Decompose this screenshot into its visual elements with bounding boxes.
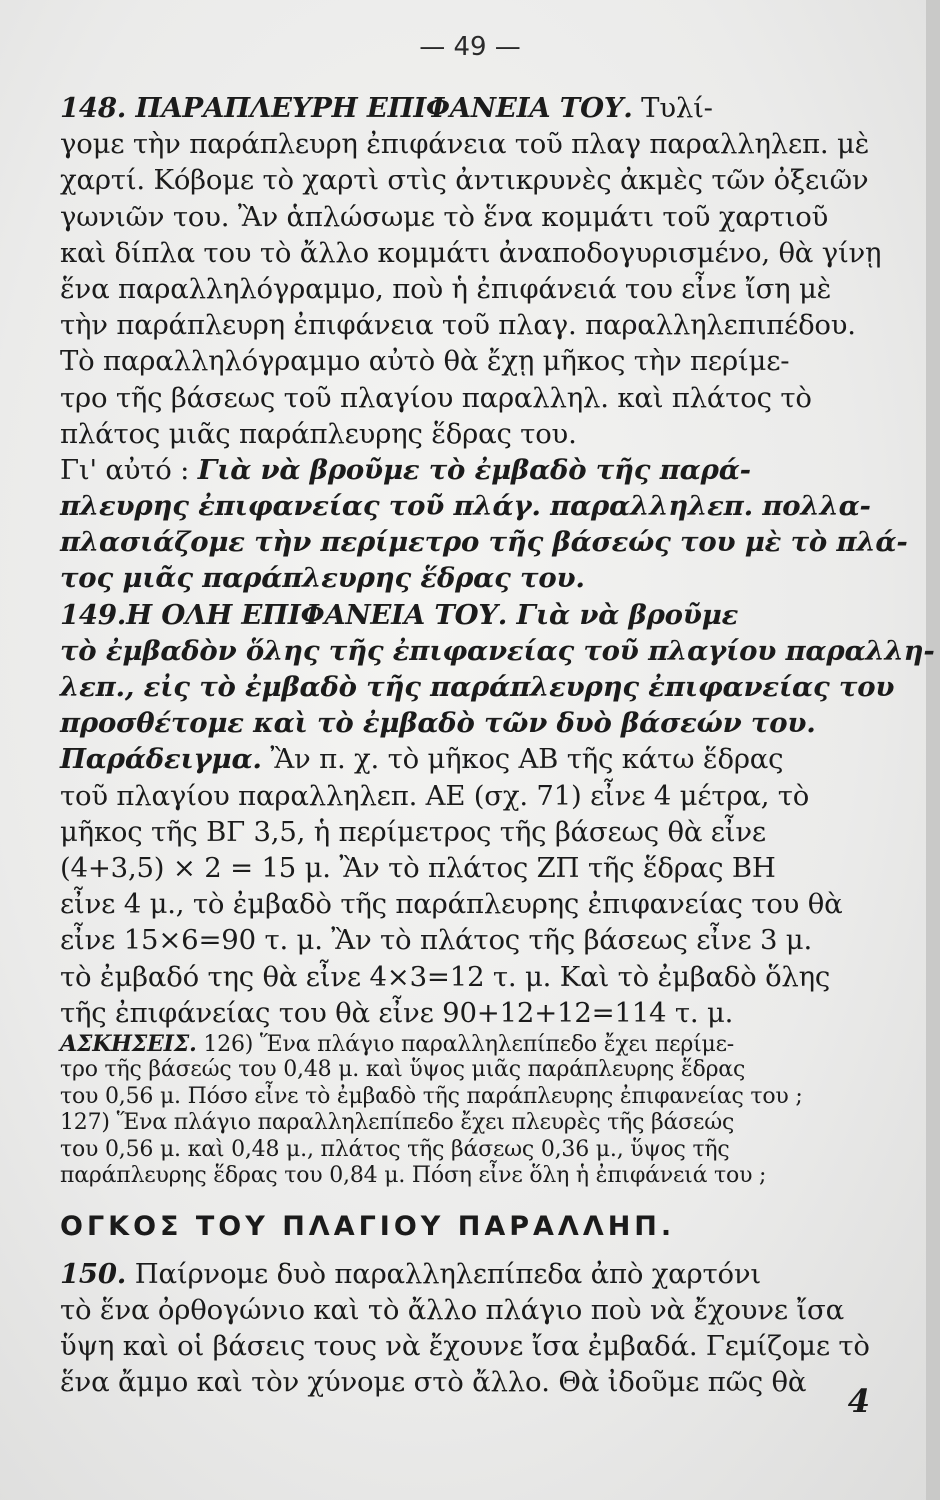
- text-run: λεπ., εἰς τὸ ἐμβαδὸ τῆς παράπλευρης ἐπιφανείας του: [60, 671, 895, 703]
- text-run: 148. ΠΑΡΑΠΛΕΥΡΗ ΕΠΙΦΑΝΕΙΑ ΤΟΥ.: [60, 92, 633, 124]
- exercises-line: [60, 1163, 830, 1190]
- text-run: χαρτί. Κόβομε τὸ χαρτὶ στὶς ἀντικρυνὲς ἀκμὲς τῶν ὀξειῶν: [60, 164, 869, 197]
- lines-line: [60, 560, 830, 596]
- lines-line: [60, 488, 871, 524]
- text-run: μῆκος τῆς ΒΓ 3,5, ἡ περίμετρος τῆς βάσεως θὰ εἶνε: [60, 815, 766, 848]
- text-run: 127) Ἕνα πλάγιο παραλληλεπίπεδο ἔχει πλευρὲς τῆς βάσεώς: [60, 1110, 735, 1136]
- lines-line: [60, 524, 908, 560]
- lines-line: [60, 307, 856, 343]
- main-paragraphs: [60, 90, 935, 1031]
- body-text: [60, 90, 935, 1401]
- lines-line: [60, 126, 870, 162]
- text-run: πλασιάζομε τὴν περίμετρο τῆς βάσεώς του μὲ τὸ πλά-: [60, 526, 908, 559]
- text-run: 149.Η ΟΛΗ ΕΠΙΦΑΝΕΙΑ ΤΟΥ. Γιὰ νὰ βροῦμε: [60, 598, 739, 631]
- text-run: εἶνε 15×6=90 τ. μ. Ἂν τὸ πλάτος τῆς βάσεως εἶνε 3 μ.: [60, 924, 813, 957]
- exercises-line: [60, 1110, 830, 1137]
- text-run: γομε τὴν παράπλευρη ἐπιφάνεια τοῦ πλαγ παραλληλεπ. μὲ: [60, 128, 870, 161]
- text-run: Ἂν π. χ. τὸ μῆκος ΑΒ τῆς κάτω ἕδρας: [261, 743, 784, 776]
- lines-line: [60, 597, 830, 633]
- text-run: ἕνα ἄμμο καὶ τὸν χύνομε στὸ ἄλλο. Θὰ ἰδοῦμε πῶς θὰ: [60, 1366, 807, 1399]
- page-number: — 49 —: [419, 32, 521, 62]
- exercises-line: [60, 1057, 830, 1084]
- text-run: Τὸ παραλληλόγραμμο αὐτὸ θὰ ἔχῃ μῆκος τὴν περίμε-: [60, 345, 790, 378]
- text-run: προσθέτομε καὶ τὸ ἐμβαδὸ τῶν δυὸ βάσεών του.: [60, 707, 816, 740]
- lines-line: [60, 90, 830, 126]
- text-run: πλευρης ἐπιφανείας τοῦ πλάγ. παραλληλεπ. πολλα-: [60, 490, 871, 523]
- lines-line: [60, 741, 830, 777]
- text-run: τος μιᾶς παράπλευρης ἕδρας του.: [60, 562, 585, 595]
- text-run: Παράδειγμα.: [60, 743, 262, 776]
- lines-line: [60, 199, 830, 235]
- text-run: ἕνα παραλληλόγραμμο, ποὺ ἡ ἐπιφάνειά του εἶνε ἴση μὲ: [60, 272, 832, 305]
- text-run: Γιὰ νὰ βροῦμε τὸ ἐμβαδὸ τῆς παρά-: [197, 453, 751, 486]
- closing-line: [60, 1256, 830, 1292]
- lines-line: [60, 452, 830, 488]
- lines-line: [60, 235, 882, 271]
- text-run: τρο τῆς βάσεως τοῦ πλαγίου παραλληλ. καὶ πλάτος τὸ: [60, 381, 812, 414]
- closing-line: [60, 1364, 830, 1400]
- lines-line: [60, 705, 830, 741]
- text-run: του 0,56 μ. καὶ 0,48 μ., πλάτος τῆς βάσεως 0,36 μ., ὕψος τῆς: [60, 1136, 730, 1162]
- text-run: εἶνε 4 μ., τὸ ἐμβαδὸ τῆς παράπλευρης ἐπιφανείας του θὰ: [60, 888, 843, 921]
- exercises-line: [60, 1084, 830, 1111]
- lines-line: [60, 959, 830, 995]
- lines-line: [60, 922, 830, 958]
- lines-line: [60, 416, 830, 452]
- lines-line: [60, 380, 830, 416]
- text-run: (4+3,5) × 2 = 15 μ. Ἂν τὸ πλάτος ΖΠ τῆς ἕδρας ΒΗ: [60, 851, 776, 884]
- lines-line: [60, 886, 843, 922]
- page-edge: [926, 0, 940, 1500]
- closing-line: [60, 1328, 870, 1364]
- text-run: Τυλί-: [632, 92, 713, 124]
- lines-line: [60, 778, 830, 814]
- text-run: γωνιῶν του. Ἂν ἁπλώσωμε τὸ ἕνα κομμάτι τοῦ χαρτιοῦ: [60, 200, 829, 233]
- text-run: τὸ ἕνα ὀρθογώνιο καὶ τὸ ἄλλο πλάγιο ποὺ νὰ ἔχουνε ἴσα: [60, 1294, 844, 1327]
- lines-line: [60, 271, 830, 307]
- text-run: καὶ δίπλα του τὸ ἄλλο κομμάτι ἀναποδογυρισμένο, θὰ γίνῃ: [60, 236, 882, 269]
- closing-paragraph: [60, 1256, 870, 1401]
- text-run: του 0,56 μ. Πόσο εἶνε τὸ ἐμβαδὸ τῆς παράπλευρης ἐπιφανείας του ;: [60, 1083, 803, 1109]
- signature-mark: 4: [847, 1382, 870, 1420]
- text-run: Γι' αὐτό :: [60, 453, 198, 486]
- text-run: Παίρνομε δυὸ παραλληλεπίπεδα ἀπὸ χαρτόνι: [126, 1257, 761, 1290]
- lines-line: [60, 343, 830, 379]
- text-run: πλάτος μιᾶς παράπλευρης ἕδρας του.: [60, 417, 577, 450]
- closing-line: [60, 1292, 844, 1328]
- text-run: τὴν παράπλευρη ἐπιφάνεια τοῦ πλαγ. παραλληλεπιπέδου.: [60, 309, 856, 342]
- text-run: τοῦ πλαγίου παραλληλεπ. ΑΕ (σχ. 71) εἶνε 4 μέτρα, τὸ: [60, 779, 810, 812]
- text-run: τρο τῆς βάσεώς του 0,48 μ. καὶ ὕψος μιᾶς παράπλευρης ἕδρας: [60, 1057, 746, 1083]
- text-run: ὕψη καὶ οἱ βάσεις τους νὰ ἔχουνε ἴσα ἐμβαδά. Γεμίζομε τὸ: [60, 1330, 870, 1363]
- lines-line: [60, 162, 869, 198]
- text-run: 126) Ἕνα πλάγιο παραλληλεπίπεδο ἔχει περίμε-: [196, 1031, 735, 1057]
- text-run: παράπλευρης ἕδρας του 0,84 μ. Πόση εἶνε ὅλη ἡ ἐπιφάνειά του ;: [60, 1163, 767, 1189]
- exercises-line: [60, 1031, 830, 1058]
- text-run: τὸ ἐμβαδὸν ὅλης τῆς ἐπιφανείας τοῦ πλαγίου παραλλη-: [60, 634, 935, 667]
- exercises-line: [60, 1137, 830, 1164]
- section-heading: ΟΓΚΟΣ ΤΟΥ ΠΛΑΓΙΟΥ ΠΑΡΑΛΛΗΠ.: [60, 1210, 676, 1242]
- lines-line: [60, 814, 830, 850]
- lines-line: [60, 633, 935, 669]
- text-run: τὸ ἐμβαδό της θὰ εἶνε 4×3=12 τ. μ. Καὶ τὸ ἐμβαδὸ ὅλης: [60, 960, 831, 993]
- lines-line: [60, 995, 830, 1031]
- text-run: ΑΣΚΗΣΕΙΣ.: [60, 1030, 197, 1057]
- text-run: 150.: [60, 1257, 127, 1290]
- lines-line: [60, 669, 895, 705]
- text-run: τῆς ἐπιφάνείας του θὰ εἶνε 90+12+12=114 τ. μ.: [60, 996, 734, 1029]
- lines-line: [60, 850, 830, 886]
- exercises-block: [60, 1031, 830, 1190]
